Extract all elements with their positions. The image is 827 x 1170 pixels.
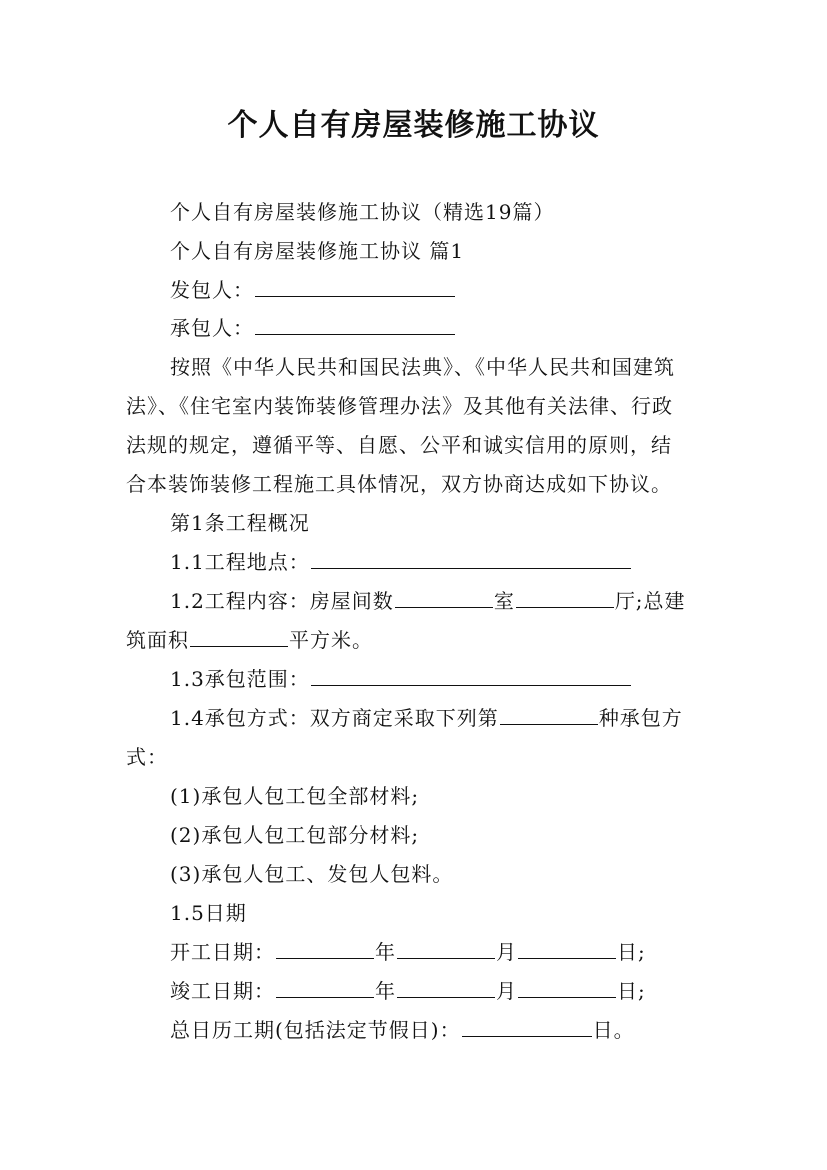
- option-3: (3)承包人包工、发包人包料。: [170, 862, 454, 886]
- party-a-line: [170, 271, 716, 309]
- start-month-blank[interactable]: [397, 938, 495, 959]
- halls-blank[interactable]: [516, 587, 614, 608]
- item-1-3: [170, 660, 716, 698]
- item-1-2-prefix: 1.2工程内容：房屋间数: [170, 589, 394, 613]
- item-1-1-label: 1.1工程地点：: [170, 550, 310, 574]
- area-blank[interactable]: [190, 626, 288, 647]
- project-location-blank[interactable]: [311, 548, 631, 569]
- item-1-5-heading: 1.5日期: [170, 901, 247, 925]
- option-1: (1)承包人包工包全部材料;: [170, 784, 420, 808]
- subtitle: 个人自有房屋装修施工协议（精选19篇）: [170, 200, 555, 224]
- item-1-4-suffix: 种承包方: [598, 706, 683, 730]
- option-2: (2)承包人包工包部分材料;: [170, 823, 420, 847]
- start-day-blank[interactable]: [518, 938, 616, 959]
- item-1-2-area-unit: 平方米。: [289, 628, 373, 652]
- party-b-line: [170, 309, 716, 347]
- end-day-unit: 日;: [617, 979, 646, 1003]
- party-b-label: 承包人：: [170, 316, 254, 340]
- item-1-4-line-2: 式：: [126, 745, 168, 769]
- total-period-label: 总日历工期(包括法定节假日)：: [170, 1018, 461, 1042]
- item-1-2-room: 室: [493, 589, 515, 613]
- end-date-line: [170, 972, 716, 1010]
- document-title: 个人自有房屋装修施工协议: [227, 108, 600, 143]
- start-day-unit: 日;: [617, 940, 646, 964]
- item-1-4: [170, 699, 716, 737]
- item-1-2-hall: 厅;总建: [614, 589, 686, 613]
- start-date-line: [170, 933, 716, 971]
- item-1-4-prefix: 1.4承包方式：双方商定采取下列第: [170, 706, 499, 730]
- end-day-blank[interactable]: [518, 977, 616, 998]
- section-heading: 个人自有房屋装修施工协议 篇1: [170, 239, 465, 263]
- article-1-heading: 第1条工程概况: [170, 511, 310, 535]
- start-year-blank[interactable]: [276, 938, 374, 959]
- item-1-3-label: 1.3承包范围：: [170, 667, 310, 691]
- preamble-line-3: 法规的规定，遵循平等、自愿、公平和诚实信用的原则，结: [126, 433, 672, 457]
- item-1-2-line-2: [126, 621, 716, 659]
- party-a-blank[interactable]: [255, 276, 455, 297]
- party-b-blank[interactable]: [255, 314, 455, 335]
- end-year-unit: 年: [375, 979, 396, 1003]
- item-1-2-area-label: 筑面积: [126, 628, 189, 652]
- total-days-blank[interactable]: [462, 1016, 592, 1037]
- end-date-label: 竣工日期：: [170, 979, 275, 1003]
- rooms-blank[interactable]: [395, 587, 493, 608]
- contract-scope-blank[interactable]: [311, 665, 631, 686]
- end-month-unit: 月: [496, 979, 517, 1003]
- preamble-line-2: 法》、《住宅室内装饰装修管理办法》及其他有关法律、行政: [126, 394, 673, 418]
- start-month-unit: 月: [496, 940, 517, 964]
- end-year-blank[interactable]: [276, 977, 374, 998]
- total-period-unit: 日。: [592, 1018, 635, 1042]
- preamble-line-1: 按照《中华人民共和国民法典》、《中华人民共和国建筑: [170, 355, 675, 379]
- preamble-line-4: 合本装饰装修工程施工具体情况，双方协商达成如下协议。: [126, 472, 672, 496]
- end-month-blank[interactable]: [397, 977, 495, 998]
- total-period-line: [170, 1011, 716, 1049]
- item-1-2: [170, 582, 716, 620]
- contract-method-blank[interactable]: [500, 704, 598, 725]
- item-1-1: [170, 543, 716, 581]
- start-year-unit: 年: [375, 940, 396, 964]
- start-date-label: 开工日期：: [170, 940, 275, 964]
- party-a-label: 发包人：: [170, 278, 254, 302]
